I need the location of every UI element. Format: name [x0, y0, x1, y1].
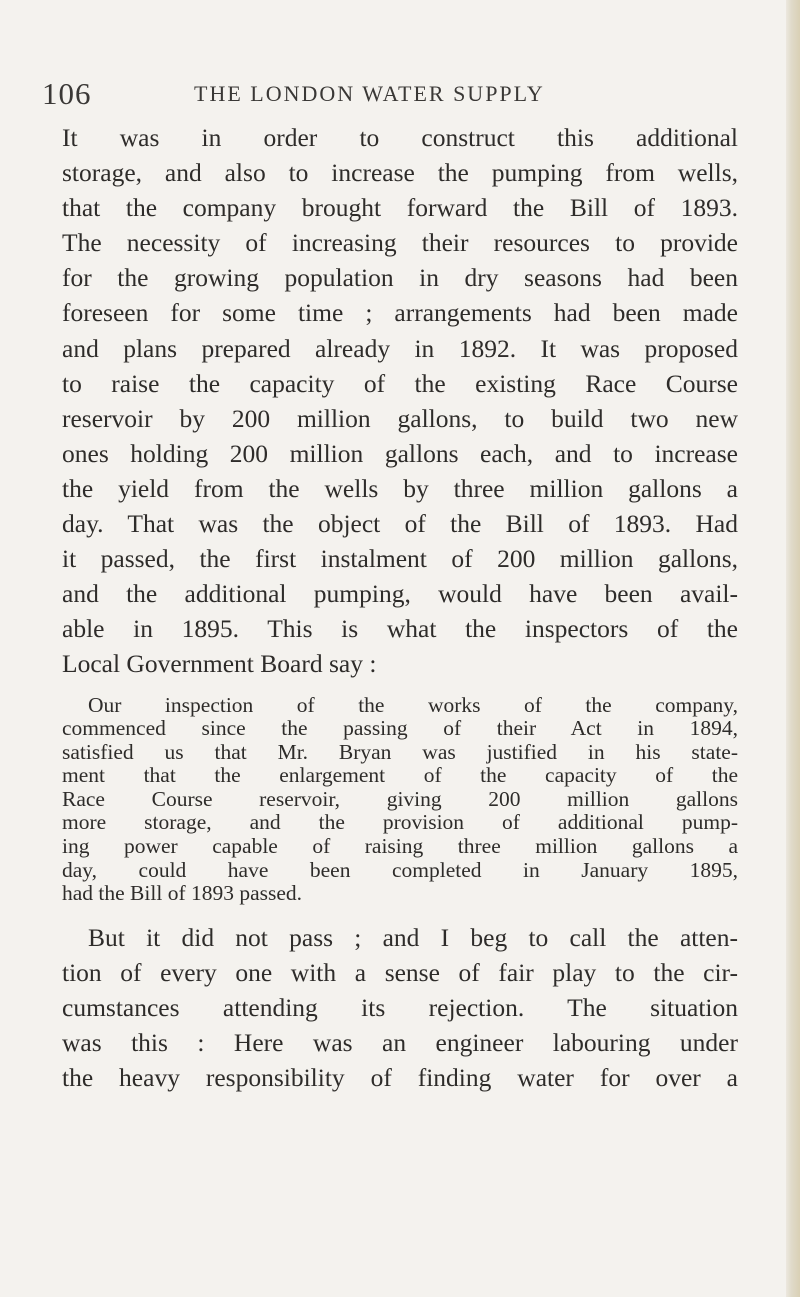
- text-line: ones holding 200 million gallons each, and to increase: [62, 438, 738, 468]
- paragraph-1: [62, 120, 738, 682]
- page-number: 106: [42, 76, 92, 111]
- text-line: able in 1895. This is what the inspectors of the: [62, 614, 738, 644]
- text-line: was this : Here was an engineer labouring under: [62, 1028, 738, 1058]
- text-line: that the company brought forward the Bill of 1893.: [62, 193, 738, 223]
- page-header: [42, 76, 742, 116]
- text-line: reservoir by 200 million gallons, to build two new: [62, 403, 738, 433]
- text-line: to raise the capacity of the existing Race Course: [62, 368, 738, 398]
- text-line: for the growing population in dry seasons had been: [62, 263, 738, 293]
- text-line: the heavy responsibility of finding water for over a: [62, 1063, 738, 1093]
- running-head: THE LONDON WATER SUPPLY: [194, 81, 545, 106]
- text-line: tion of every one with a sense of fair play to the cir-: [62, 957, 738, 987]
- text-line: It was in order to construct this additional: [62, 123, 738, 152]
- text-line: But it did not pass ; and I beg to call the atten-: [88, 922, 738, 952]
- page-edge: [786, 0, 800, 1297]
- quote-line: Our inspection of the works of the company,: [88, 692, 738, 717]
- paragraph-2: [62, 920, 738, 1095]
- text-line: Local Government Board say :: [62, 649, 377, 679]
- quote-line: ing power capable of raising three million gallons a: [62, 834, 738, 859]
- text-line: it passed, the first instalment of 200 million gallons,: [62, 544, 738, 574]
- quote-line: had the Bill of 1893 passed.: [62, 881, 303, 906]
- quote-line: ment that the enlargement of the capacity of the: [62, 763, 738, 788]
- text-line: and plans prepared already in 1892. It was proposed: [62, 333, 738, 363]
- quote-line: Race Course reservoir, giving 200 million gallons: [62, 786, 738, 811]
- quote-line: commenced since the passing of their Act in 1894,: [62, 716, 738, 741]
- text-line: storage, and also to increase the pumping from wells,: [62, 158, 738, 188]
- text-line: cumstances attending its rejection. The situation: [62, 993, 738, 1023]
- quote-line: day, could have been completed in January 1895,: [62, 857, 738, 882]
- quote-line: satisfied us that Mr. Bryan was justified in his state-: [62, 739, 738, 764]
- text-line: The necessity of increasing their resources to provide: [62, 228, 738, 258]
- text-line: foreseen for some time ; arrangements had been made: [62, 298, 738, 328]
- text-line: day. That was the object of the Bill of 1893. Had: [62, 509, 738, 539]
- quote-line: more storage, and the provision of additional pump-: [62, 810, 738, 835]
- text-line: and the additional pumping, would have been avail-: [62, 579, 738, 609]
- body-text: [62, 120, 738, 1095]
- text-line: the yield from the wells by three million gallons a: [62, 473, 738, 503]
- block-quote: [62, 694, 738, 906]
